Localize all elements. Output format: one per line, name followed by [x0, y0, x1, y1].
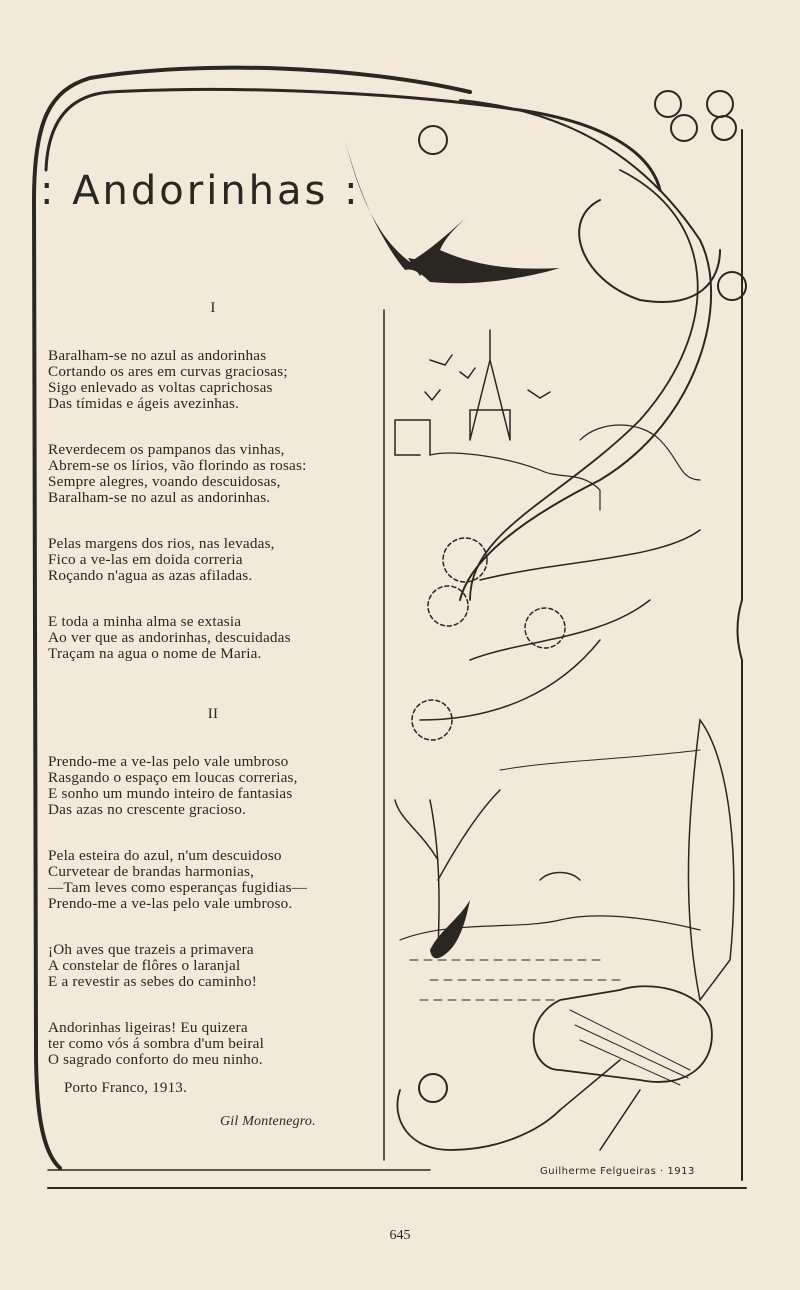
verse-line: Traçam na agua o nome de Maria.: [48, 645, 262, 662]
stanza: [48, 536, 378, 584]
verse-line: O sagrado conforto do meu ninho.: [48, 1051, 263, 1068]
stanza: [48, 1020, 378, 1068]
author-signature: Gil Montenegro.: [220, 1114, 316, 1129]
verse-line: Prendo-me a ve-las pelo vale umbroso: [48, 753, 289, 770]
verse-line: Sempre alegres, voando descuidosas,: [48, 473, 281, 490]
verse-line: Roçando n'agua as azas afiladas.: [48, 567, 253, 584]
verse-line: Das azas no crescente gracioso.: [48, 801, 247, 818]
verse-line: E sonho um mundo inteiro de fantasias: [48, 785, 293, 802]
place-date: Porto Franco, 1913.: [64, 1080, 187, 1096]
verse-line: Andorinhas ligeiras! Eu quizera: [48, 1019, 248, 1036]
part-numeral: II: [207, 706, 219, 722]
part-numeral: I: [210, 300, 216, 316]
verse-line: Ao ver que as andorinhas, descuidadas: [48, 629, 291, 646]
verse-line: Cortando os ares em curvas graciosas;: [48, 363, 288, 380]
poem-title: : Andorinhas :: [40, 168, 361, 214]
verse-line: Pelas margens dos rios, nas levadas,: [48, 535, 275, 552]
verse-line: Rasgando o espaço em loucas correrias,: [48, 769, 298, 786]
verse-line: E a revestir as sebes do caminho!: [48, 973, 258, 990]
frame-right-stroke: [738, 130, 743, 1180]
verse-line: ¡Oh aves que trazeis a primavera: [48, 941, 254, 958]
church-icon: [395, 330, 510, 455]
stanza: [48, 754, 378, 818]
verse-line: Prendo-me a ve-las pelo vale umbroso.: [48, 895, 293, 912]
illustrator-credit: Guilherme Felgueiras · 1913: [540, 1166, 695, 1177]
verse-line: Abrem-se os lírios, vão florindo as rosas:: [48, 457, 307, 474]
stanza: [48, 614, 378, 662]
verse-line: Curvetear de brandas harmonias,: [48, 863, 255, 880]
stanza: [48, 442, 378, 506]
verse-line: A constelar de flôres o laranjal: [48, 957, 241, 974]
rose-icon: [419, 126, 447, 154]
poem-body: [48, 300, 378, 1130]
verse-line: Reverdecem os pampanos das vinhas,: [48, 441, 285, 458]
verse-line: Sigo enlevado as voltas caprichosas: [48, 379, 273, 396]
verse-line: Fico a ve-las em doida correria: [48, 551, 243, 568]
swallow-icon: [345, 140, 560, 283]
stanza: [48, 942, 378, 990]
verse-line: Baralham-se no azul as andorinhas.: [48, 489, 271, 506]
verse-line: Das tímidas e ágeis avezinhas.: [48, 395, 240, 412]
verse-line: ter como vós á sombra d'um beiral: [48, 1035, 264, 1052]
verse-line: E toda a minha alma se extasia: [48, 613, 242, 630]
stanza: [48, 348, 378, 412]
verse-line: Pela esteira do azul, n'um descuidoso: [48, 847, 282, 864]
page-number: 645: [389, 1228, 411, 1243]
verse-line: Baralham-se no azul as andorinhas: [48, 347, 267, 364]
stanza: [48, 848, 378, 912]
verse-line: —Tam leves como esperanças fugidias—: [48, 879, 308, 896]
